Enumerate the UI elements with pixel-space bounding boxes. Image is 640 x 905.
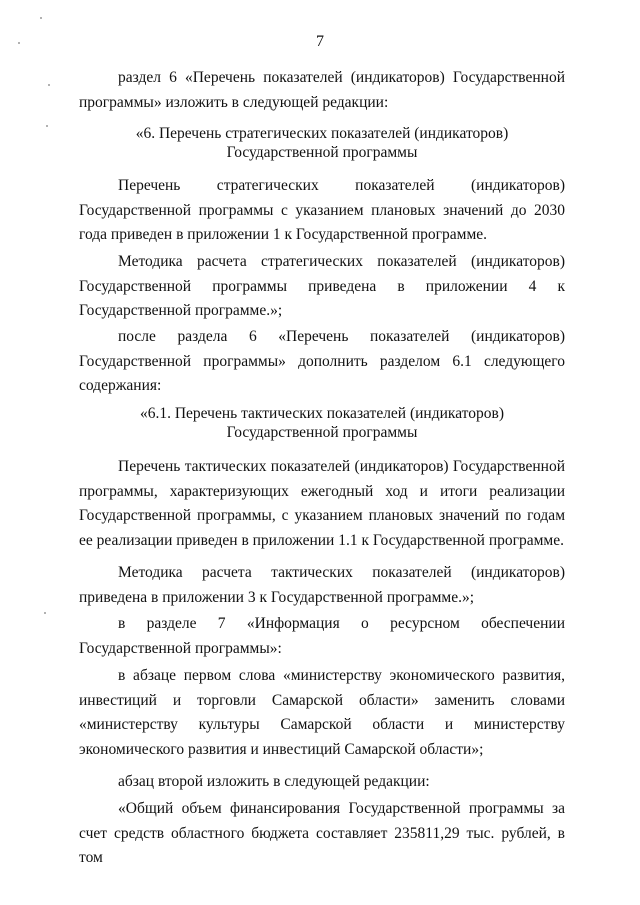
paragraph-add-section-6-1 bbox=[79, 325, 565, 399]
paragraph-tactical-methodology bbox=[79, 561, 565, 610]
scan-artifact bbox=[48, 84, 50, 86]
paragraph: раздел 6 «Перечень показателей (индикаторов) Государственной программы» изложить в следующей редакции: bbox=[79, 69, 565, 111]
paragraph-strategic-list bbox=[79, 174, 565, 248]
paragraph-financing bbox=[79, 797, 565, 871]
scan-artifact bbox=[46, 125, 48, 127]
heading-line: «6. Перечень стратегических показателей (индикаторов) bbox=[135, 125, 509, 142]
paragraph: Методика расчета тактических показателей (индикаторов) приведена в приложении 3 к Государственной программе.»; bbox=[79, 564, 565, 606]
scan-artifact bbox=[44, 612, 46, 614]
paragraph-tactical-list bbox=[79, 455, 565, 553]
paragraph-section-7 bbox=[79, 612, 565, 661]
heading-section-6 bbox=[79, 124, 565, 162]
paragraph-replace-words bbox=[79, 664, 565, 762]
paragraph-second-abzac bbox=[79, 770, 565, 795]
paragraph-section-6-intro bbox=[79, 66, 565, 115]
paragraph: абзац второй изложить в следующей редакции: bbox=[118, 773, 430, 790]
paragraph: Методика расчета стратегических показателей (индикаторов) Государственной программы приведена в приложении 4 к Государственной программе.»; bbox=[79, 253, 565, 319]
scan-artifact bbox=[40, 17, 42, 19]
paragraph: после раздела 6 «Перечень показателей (индикаторов) Государственной программы» дополнить разделом 6.1 следующего содержания: bbox=[79, 328, 565, 394]
paragraph: Перечень стратегических показателей (индикаторов) Государственной программы с указанием плановых значений до 2030 года приведен в приложении 1 к Государственной программе. bbox=[79, 177, 565, 243]
paragraph: в абзаце первом слова «министерству экономического развития, инвестиций и торговли Самарской области» заменить словами «министерству культуры Самарской области и министерству экономического развития и инвестиций Самарской области»; bbox=[79, 667, 565, 758]
paragraph: в разделе 7 «Информация о ресурсном обеспечении Государственной программы»: bbox=[79, 615, 565, 657]
heading-line: Государственной программы bbox=[226, 144, 418, 161]
heading-line: Государственной программы bbox=[226, 424, 418, 441]
paragraph: Перечень тактических показателей (индикаторов) Государственной программы, характеризующих ежегодный ход и итоги реализации Государственной программы, с указанием плановых значений по годам ее реализации приведен в приложении 1.1 к Государственной программе. bbox=[79, 458, 565, 549]
page-number: 7 bbox=[316, 33, 324, 50]
heading-line: «6.1. Перечень тактических показателей (индикаторов) bbox=[139, 405, 504, 422]
heading-section-6-1 bbox=[79, 404, 565, 442]
paragraph-strategic-methodology bbox=[79, 250, 565, 324]
paragraph: «Общий объем финансирования Государственной программы за счет средств областного бюджета составляет 235811,29 тыс. рублей, в том bbox=[79, 800, 565, 866]
